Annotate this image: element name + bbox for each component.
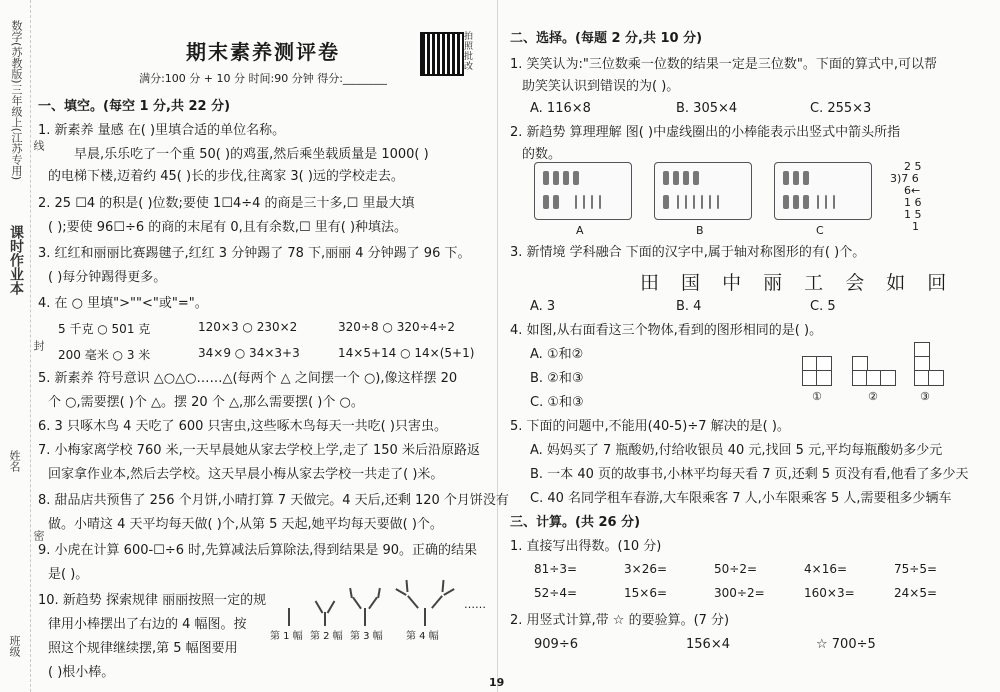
q10-line2: 律用小棒摆出了右边的 4 幅图。按 [48,617,247,632]
q4-item: 320÷8 ○ 320÷4÷2 [338,320,455,334]
q2-line1: 2. 25 ☐4 的积是( )位数;要使 1☐4÷4 的商是三十多,☐ 里最大填 [38,196,415,211]
cut-line-mid: 封 [32,340,45,351]
division-dividend: 3)7 6 [890,172,919,185]
q7-line2: 回家拿作业本,然后去学校。这天早晨小梅从家去学校一共走了( )米。 [48,467,444,482]
division-step: 6← [904,184,921,197]
q7-line1: 7. 小梅家离学校 760 米,一天早晨她从家去学校上学,走了 150 米后沿原路返 [38,443,480,458]
cube-label: ① [812,390,822,403]
q2-line2: ( );要使 96☐÷6 的商的末尾有 0,且有余数,☐ 里有( )种填法。 [48,220,408,235]
fig-label: 第 2 幅 [310,631,343,642]
calc-item: 52÷4= [534,586,578,600]
option-label: C [816,224,824,237]
right-page [510,0,988,692]
counting-sticks-option-a[interactable] [534,162,632,220]
option-label: A [576,224,584,237]
counting-sticks-option-b[interactable] [654,162,752,220]
division-quotient: 2 5 [904,160,922,173]
page-title: 期末素养测评卷 [186,40,340,64]
q10-line3: 照这个规律继续摆,第 5 幅图要用 [48,641,238,656]
series-title: 课时作业本 [8,225,24,295]
q1-line2: 早晨,乐乐吃了一个重 50( )的鸡蛋,然后乘坐载质量是 1000( ) [74,147,429,162]
fig-label: 第 4 幅 [406,631,439,642]
r-q4-opt: C. ①和③ [530,395,584,410]
r-q3-opt: A. 3 [530,299,556,314]
r-q3-opt: C. 5 [810,299,836,314]
r-q1-line1: 1. 笑笑认为:"三位数乘一位数的结果一定是三位数"。下面的算式中,可以帮 [510,57,938,72]
class-label: 班级 [8,635,21,657]
q4-compare-grid [58,320,488,360]
r-q1-opt: C. 255×3 [810,101,872,116]
calc-grid [534,562,984,602]
vertical-calc-item: 156×4 [686,637,730,652]
q9-line1: 9. 小虎在计算 600-☐÷6 时,先算减法后算除法,得到结果是 90。正确的结果 [38,543,478,558]
r-q3-opt: B. 4 [676,299,702,314]
section-calculation: 三、计算。(共 26 分) [510,515,641,530]
cut-line-bottom: 密 [32,530,45,541]
long-division [890,160,950,233]
calc-item: 15×6= [624,586,668,600]
r-q4-line: 4. 如图,从右面看这三个物体,看到的图形相同的是( )。 [510,323,823,338]
cube-label: ③ [920,390,930,403]
r-q2-line1: 2. 新趋势 算理理解 图( )中虚线圈出的小棒能表示出竖式中箭头所指 [510,125,901,140]
r-q5-line: 5. 下面的问题中,不能用(40-5)÷7 解决的是( )。 [510,419,790,434]
q10-line1: 10. 新趋势 探索规律 丽丽按照一定的规 [38,593,267,608]
score-meta: 满分:100 分 + 10 分 时间:90 分钟 得分:________ [139,72,387,85]
q1-line3: 的电梯下楼,迈着约 45( )长的步伐,往离家 3( )远的学校走去。 [48,169,404,184]
option-label: B [696,224,704,237]
q3-line2: ( )每分钟踢得更多。 [48,270,167,285]
calc-item: 81÷3= [534,562,578,576]
calc-q2: 2. 用竖式计算,带 ☆ 的要验算。(7 分) [510,613,730,628]
calc-item: 160×3= [804,586,855,600]
q4-item: 34×9 ○ 34×3+3 [198,346,300,360]
series-subtitle: 数学(苏教版)三年级上(江苏专用) [10,20,23,181]
counting-sticks-option-c[interactable] [774,162,872,220]
calc-item: 3×26= [624,562,668,576]
vertical-calc-item: ☆ 700÷5 [816,637,876,652]
q4-item: 120×3 ○ 230×2 [198,320,298,334]
chinese-characters: 田 国 中 丽 工 会 如 回 [640,272,955,294]
q10-line4: ( )根小棒。 [48,665,115,680]
q5-line1: 5. 新素养 符号意识 △○△○……△(每两个 △ 之间摆一个 ○),像这样摆 20 [38,371,458,386]
q8-line1: 8. 甜品店共预售了 256 个月饼,小晴打算 7 天做完。4 天后,还剩 120 个月饼没有 [38,493,509,508]
q4-item: 14×5+14 ○ 14×(5+1) [338,346,475,360]
q1-stem: 1. 新素养 量感 在( )里填合适的单位名称。 [38,123,286,138]
calc-item: 24×5= [894,586,938,600]
calc-item: 300÷2= [714,586,765,600]
fig-label: 第 3 幅 [350,631,383,642]
r-q5-opt-c: C. 40 名同学租车春游,大车限乘客 7 人,小车限乘客 5 人,需要租多少辆车 [530,491,952,506]
binding-margin [0,0,45,692]
r-q5-opt-a: A. 妈妈买了 7 瓶酸奶,付给收银员 40 元,找回 5 元,平均每瓶酸奶多少元 [530,443,943,458]
division-step: 1 6 [904,196,922,209]
r-q4-opt: B. ②和③ [530,371,584,386]
vertical-calc-item: 909÷6 [534,637,578,652]
fig-label: 第 1 幅 [270,631,303,642]
name-label: 姓名 [8,450,21,472]
r-q1-opt: B. 305×4 [676,101,738,116]
cube-label: ② [868,390,878,403]
q9-line2: 是( )。 [48,567,89,582]
page-divider [497,0,498,692]
calc-q1: 1. 直接写出得数。(10 分) [510,539,662,554]
section-choice: 二、选择。(每题 2 分,共 10 分) [510,31,703,46]
division-remainder: 1 [912,220,919,233]
calc-item: 50÷2= [714,562,758,576]
q5-line2: 个 ○,需要摆( )个 △。摆 20 个 △,那么需要摆( )个 ○。 [48,395,364,410]
r-q2-line2: 的数。 [522,147,562,162]
q4-item: 200 毫米 ○ 3 米 [58,348,151,362]
qr-caption: 拍照批改 [464,32,474,72]
q8-line2: 做。小晴这 4 天平均每天做( )个,从第 5 天起,她平均每天要做( )个。 [48,517,443,532]
r-q4-opt: A. ①和② [530,347,584,362]
q6-line: 6. 3 只啄木鸟 4 天吃了 600 只害虫,这些啄木鸟每天一共吃( )只害虫。 [38,419,447,434]
r-q1-line2: 助笑笑认识到错误的为( )。 [522,79,680,94]
continuation-dots: …… [464,598,486,611]
r-q5-opt-b: B. 一本 40 页的故事书,小林平均每天看 7 页,还剩 5 页没有看,他看了多少天 [530,467,969,482]
calc-item: 4×16= [804,562,848,576]
section-fill-blank: 一、填空。(每空 1 分,共 22 分) [38,99,231,114]
q4-stem: 4. 在 ○ 里填">""<"或"="。 [38,296,208,311]
r-q3-line: 3. 新情境 学科融合 下面的汉字中,属于轴对称图形的有( )个。 [510,245,866,260]
division-step: 1 5 [904,208,922,221]
calc-item: 75÷5= [894,562,938,576]
cut-line-top: 线 [32,140,45,151]
r-q1-opt: A. 116×8 [530,101,591,116]
q3-line1: 3. 红红和丽丽比赛踢毽子,红红 3 分钟踢了 78 下,丽丽 4 分钟踢了 96 下。 [38,246,471,261]
page-number: 19 [489,676,505,689]
q4-item: 5 千克 ○ 501 克 [58,322,151,336]
